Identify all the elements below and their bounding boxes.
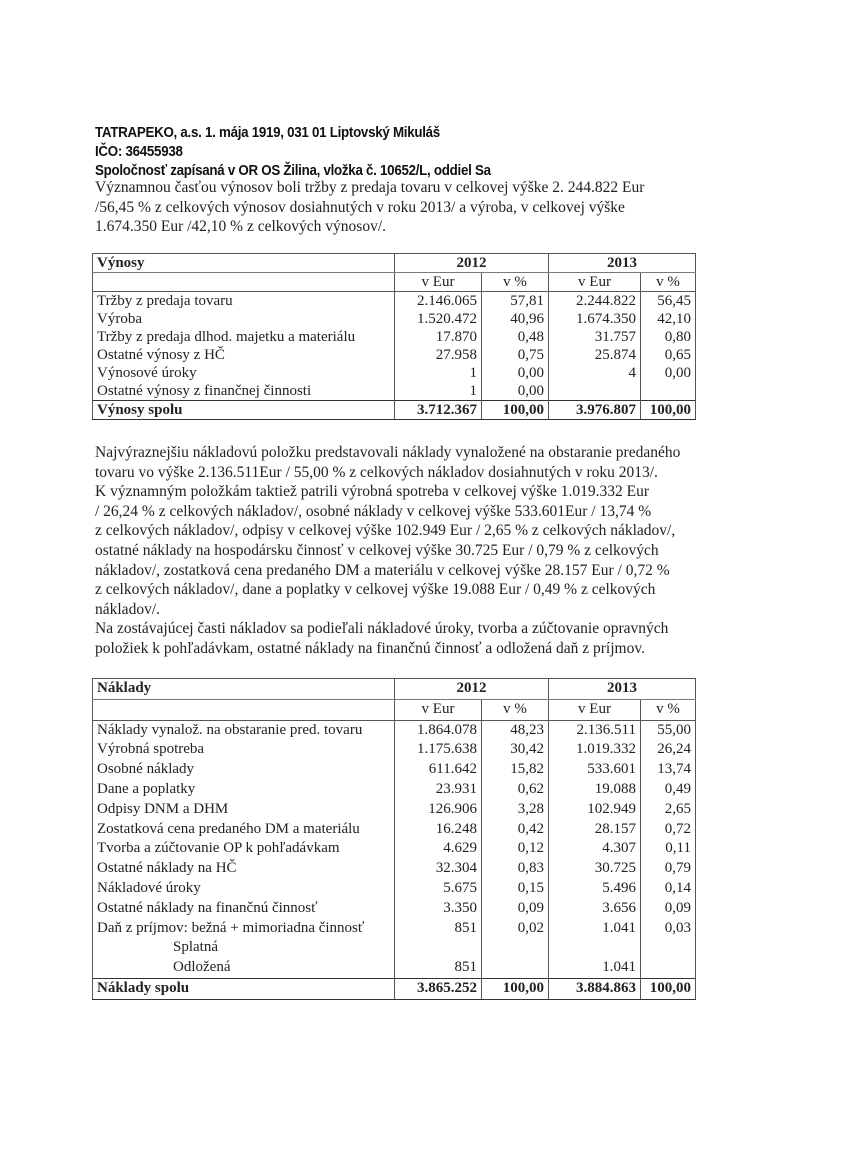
row-value: 31.757 — [549, 328, 641, 346]
row-label: Zostatková cena predaného DM a materiálu — [93, 820, 395, 840]
total-value: 100,00 — [482, 978, 549, 999]
row-value: 4.629 — [395, 839, 482, 859]
row-value: 0,00 — [482, 382, 549, 401]
paragraph-line: nákladov/, zostatková cena predaného DM a materiálu v celkovej výške 28.157 Eur / 0,72 % — [95, 561, 670, 579]
row-value: 3.656 — [549, 899, 641, 919]
row-label: Daň z príjmov: bežná + mimoriadna činnosť — [93, 919, 395, 939]
total-value: 3.865.252 — [395, 978, 482, 999]
costs-paragraph — [95, 443, 680, 659]
row-value: 32.304 — [395, 859, 482, 879]
row-value: 26,24 — [641, 740, 696, 760]
paragraph-line: ostatné náklady na hospodársku činnosť v celkovej výške 30.725 Eur / 0,79 % z celkových — [95, 541, 659, 559]
row-value: 17.870 — [395, 328, 482, 346]
row-value: 0,02 — [482, 919, 549, 939]
company-id: IČO: 36455938 — [95, 144, 183, 160]
total-value: 3.976.807 — [549, 401, 641, 420]
table-row — [93, 839, 696, 859]
table-row — [93, 919, 696, 939]
row-label: Odložená — [93, 958, 395, 978]
row-value: 0,42 — [482, 820, 549, 840]
total-value: 100,00 — [641, 978, 696, 999]
row-value: 42,10 — [641, 310, 696, 328]
table-row — [93, 720, 696, 740]
row-label: Ostatné náklady na finančnú činnosť — [93, 899, 395, 919]
table-total-row — [93, 401, 696, 420]
row-value: 30.725 — [549, 859, 641, 879]
company-registration: Spoločnosť zapísaná v OR OS Žilina, vložka č. 10652/L, oddiel Sa — [95, 163, 491, 179]
year-header: 2013 — [549, 679, 696, 700]
empty-cell — [93, 273, 395, 292]
row-label: Ostatné výnosy z finančnej činnosti — [93, 382, 395, 401]
row-value — [549, 938, 641, 958]
unit-header: v Eur — [395, 699, 482, 720]
row-value: 28.157 — [549, 820, 641, 840]
unit-header: v % — [482, 699, 549, 720]
table-row — [93, 346, 696, 364]
row-value — [641, 938, 696, 958]
paragraph-line: / 26,24 % z celkových nákladov/, osobné náklady v celkovej výške 533.601Eur / 13,74 % — [95, 502, 652, 520]
unit-header: v Eur — [549, 273, 641, 292]
unit-header: v Eur — [549, 699, 641, 720]
row-label: Ostatné náklady na HČ — [93, 859, 395, 879]
year-header: 2012 — [395, 679, 549, 700]
row-value: 48,23 — [482, 720, 549, 740]
total-value: 100,00 — [641, 401, 696, 420]
paragraph-line: položiek k pohľadávkam, ostatné náklady na finančnú činnosť a odložená daň z príjmov. — [95, 639, 645, 657]
row-value: 15,82 — [482, 760, 549, 780]
row-value: 0,00 — [641, 364, 696, 382]
table-row — [93, 800, 696, 820]
table-row — [93, 859, 696, 879]
table-row — [93, 879, 696, 899]
revenues-paragraph — [95, 178, 644, 237]
row-value: 1.019.332 — [549, 740, 641, 760]
table-subheader-row — [93, 699, 696, 720]
row-value: 851 — [395, 958, 482, 978]
row-label: Dane a poplatky — [93, 780, 395, 800]
row-value: 1 — [395, 382, 482, 401]
row-value — [549, 382, 641, 401]
row-value: 0,12 — [482, 839, 549, 859]
row-value: 1.520.472 — [395, 310, 482, 328]
row-value: 0,03 — [641, 919, 696, 939]
row-value: 533.601 — [549, 760, 641, 780]
total-value: 3.712.367 — [395, 401, 482, 420]
row-value: 3,28 — [482, 800, 549, 820]
row-value: 2,65 — [641, 800, 696, 820]
row-value: 4.307 — [549, 839, 641, 859]
unit-header: v % — [641, 273, 696, 292]
row-value: 55,00 — [641, 720, 696, 740]
row-value: 19.088 — [549, 780, 641, 800]
paragraph-line: z celkových nákladov/, odpisy v celkovej výške 102.949 Eur / 2,65 % z celkových nákladov/, — [95, 522, 676, 540]
table-title: Výnosy — [93, 254, 395, 273]
row-value: 30,42 — [482, 740, 549, 760]
row-value: 5.496 — [549, 879, 641, 899]
row-value: 40,96 — [482, 310, 549, 328]
row-value: 2.244.822 — [549, 292, 641, 311]
row-label: Tržby z predaja dlhod. majetku a materiálu — [93, 328, 395, 346]
row-label: Výrobná spotreba — [93, 740, 395, 760]
row-value: 1.175.638 — [395, 740, 482, 760]
paragraph-line: /56,45 % z celkových výnosov dosiahnutých v roku 2013/ a výroba, v celkovej výške — [95, 198, 625, 216]
row-value: 0,09 — [482, 899, 549, 919]
row-label: Odpisy DNM a DHM — [93, 800, 395, 820]
paragraph-line: z celkových nákladov/, dane a poplatky v celkovej výške 19.088 Eur / 0,49 % z celkových — [95, 581, 656, 599]
row-label: Splatná — [93, 938, 395, 958]
row-value: 0,11 — [641, 839, 696, 859]
total-label: Výnosy spolu — [93, 401, 395, 420]
row-label: Ostatné výnosy z HČ — [93, 346, 395, 364]
row-value: 23.931 — [395, 780, 482, 800]
row-value: 0,15 — [482, 879, 549, 899]
table-row — [93, 310, 696, 328]
unit-header: v Eur — [395, 273, 482, 292]
row-label: Výroba — [93, 310, 395, 328]
table-total-row — [93, 978, 696, 999]
row-value: 0,14 — [641, 879, 696, 899]
row-value — [641, 382, 696, 401]
row-value: 3.350 — [395, 899, 482, 919]
row-value: 27.958 — [395, 346, 482, 364]
paragraph-line: nákladov/. — [95, 600, 160, 618]
row-label: Výnosové úroky — [93, 364, 395, 382]
table-row — [93, 780, 696, 800]
row-value: 56,45 — [641, 292, 696, 311]
row-value: 0,48 — [482, 328, 549, 346]
row-value — [641, 958, 696, 978]
row-value: 1.041 — [549, 958, 641, 978]
row-value: 16.248 — [395, 820, 482, 840]
row-value: 611.642 — [395, 760, 482, 780]
row-value: 25.874 — [549, 346, 641, 364]
row-value: 0,79 — [641, 859, 696, 879]
row-value: 4 — [549, 364, 641, 382]
table-row — [93, 760, 696, 780]
table-row — [93, 292, 696, 311]
row-value: 0,80 — [641, 328, 696, 346]
paragraph-line: tovaru vo výške 2.136.511Eur / 55,00 % z celkových nákladov dosiahnutých v roku 2013/. — [95, 463, 658, 481]
row-label: Osobné náklady — [93, 760, 395, 780]
year-header: 2013 — [549, 254, 696, 273]
row-value: 0,65 — [641, 346, 696, 364]
row-value: 1.864.078 — [395, 720, 482, 740]
row-value: 1 — [395, 364, 482, 382]
revenues-table — [92, 253, 696, 420]
row-value: 126.906 — [395, 800, 482, 820]
total-value: 3.884.863 — [549, 978, 641, 999]
table-row — [93, 938, 696, 958]
company-name: TATRAPEKO, a.s. 1. mája 1919, 031 01 Liptovský Mikuláš — [95, 125, 440, 141]
row-label: Nákladové úroky — [93, 879, 395, 899]
row-value: 0,75 — [482, 346, 549, 364]
empty-cell — [93, 699, 395, 720]
row-value: 0,00 — [482, 364, 549, 382]
table-row — [93, 382, 696, 401]
unit-header: v % — [482, 273, 549, 292]
total-value: 100,00 — [482, 401, 549, 420]
table-header-row — [93, 679, 696, 700]
table-row — [93, 740, 696, 760]
total-label: Náklady spolu — [93, 978, 395, 999]
table-row — [93, 364, 696, 382]
table-row — [93, 958, 696, 978]
year-header: 2012 — [395, 254, 549, 273]
unit-header: v % — [641, 699, 696, 720]
row-value: 0,62 — [482, 780, 549, 800]
row-value: 102.949 — [549, 800, 641, 820]
row-value: 5.675 — [395, 879, 482, 899]
row-label: Tržby z predaja tovaru — [93, 292, 395, 311]
row-value — [482, 938, 549, 958]
row-value: 1.674.350 — [549, 310, 641, 328]
row-value: 0,83 — [482, 859, 549, 879]
row-value: 13,74 — [641, 760, 696, 780]
table-header-row — [93, 254, 696, 273]
row-value — [395, 938, 482, 958]
paragraph-line: Významnou časťou výnosov boli tržby z predaja tovaru v celkovej výške 2. 244.822 Eur — [95, 179, 645, 196]
table-title: Náklady — [93, 679, 395, 700]
table-row — [93, 328, 696, 346]
row-label: Náklady vynalož. na obstaranie pred. tovaru — [93, 720, 395, 740]
row-value: 2.146.065 — [395, 292, 482, 311]
row-value — [482, 958, 549, 978]
row-label: Tvorba a zúčtovanie OP k pohľadávkam — [93, 839, 395, 859]
row-value: 2.136.511 — [549, 720, 641, 740]
table-row — [93, 899, 696, 919]
costs-table — [92, 678, 696, 1000]
paragraph-line: Na zostávajúcej časti nákladov sa podieľali nákladové úroky, tvorba a zúčtovanie opravných — [95, 620, 669, 638]
row-value: 57,81 — [482, 292, 549, 311]
table-subheader-row — [93, 273, 696, 292]
row-value: 0,09 — [641, 899, 696, 919]
paragraph-line: 1.674.350 Eur /42,10 % z celkových výnosov/. — [95, 218, 387, 236]
paragraph-line: K významným položkám taktiež patrili výrobná spotreba v celkovej výške 1.019.332 Eur — [95, 483, 649, 501]
table-row — [93, 820, 696, 840]
row-value: 0,72 — [641, 820, 696, 840]
row-value: 851 — [395, 919, 482, 939]
row-value: 1.041 — [549, 919, 641, 939]
paragraph-line: Najvýraznejšiu nákladovú položku predstavovali náklady vynaložené na obstaranie predaného — [95, 444, 681, 461]
row-value: 0,49 — [641, 780, 696, 800]
